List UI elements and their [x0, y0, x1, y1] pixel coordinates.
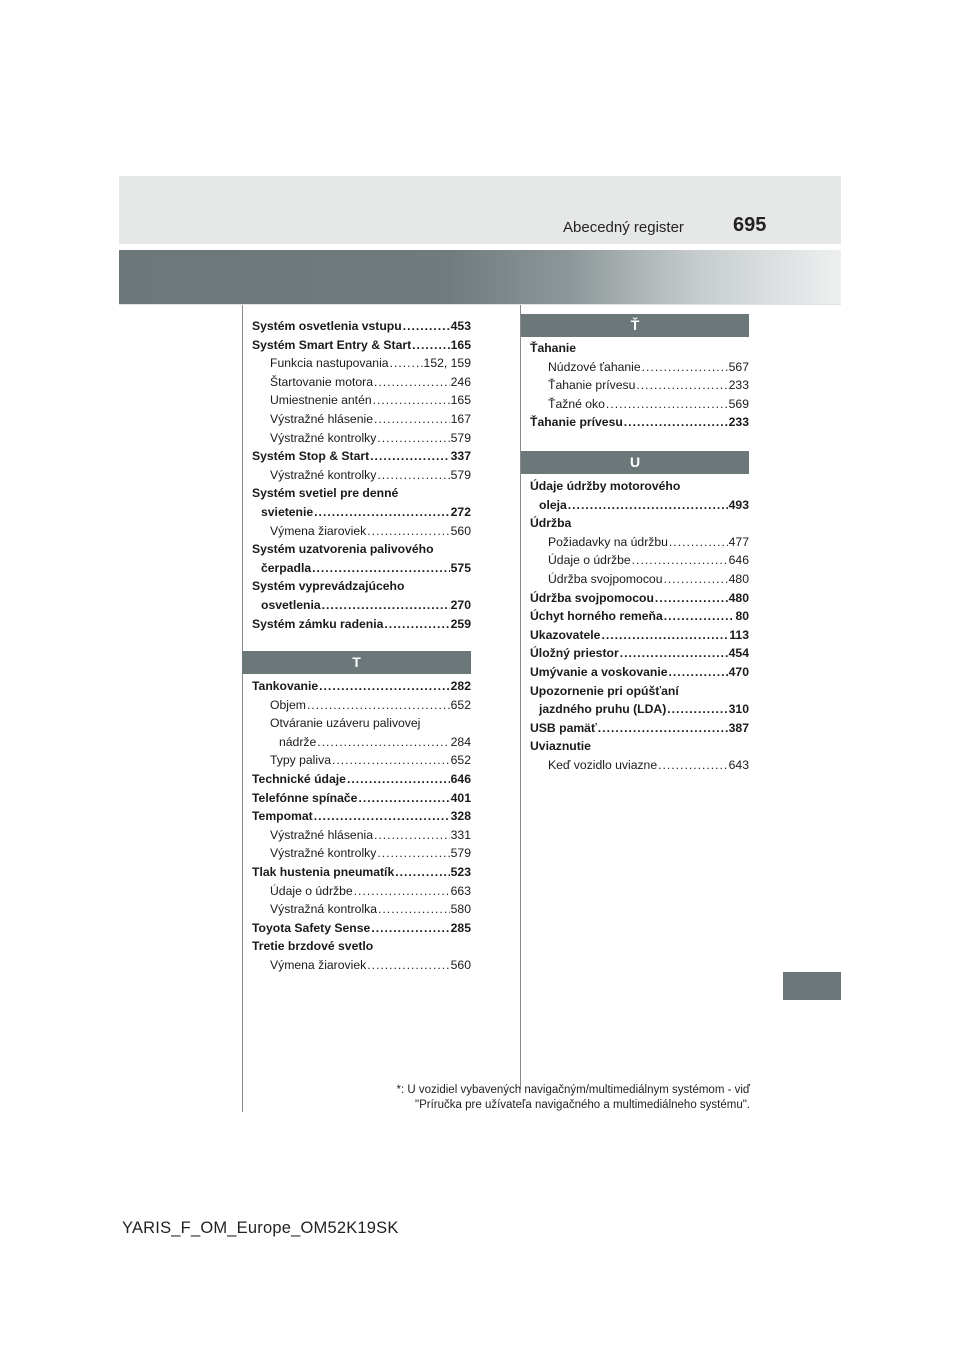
index-entry — [252, 484, 471, 503]
index-entry-leader — [669, 663, 728, 682]
index-entry — [530, 589, 749, 608]
index-entry-page: 165 — [450, 393, 471, 408]
index-entry-term: nádrže — [279, 734, 317, 749]
index-entry-page: 284 — [450, 734, 471, 749]
index-entry — [252, 919, 471, 938]
index-entry — [252, 863, 471, 882]
index-entry-term: Výstražné hlásenie — [270, 411, 373, 426]
index-entry-term: Tankovanie — [252, 679, 319, 693]
index-entry-leader — [395, 863, 449, 882]
index-entry-term: Výstražné kontrolky — [270, 430, 377, 445]
index-entry-page: 646 — [450, 771, 471, 786]
index-entry-leader — [598, 719, 728, 738]
index-entry-term: Požiadavky na údržbu — [548, 534, 668, 549]
index-entry — [252, 522, 471, 541]
index-entry — [252, 503, 471, 522]
index-entry-term: Systém osvetlenia vstupu — [252, 319, 402, 333]
index-entry-leader — [658, 756, 728, 775]
index-entry — [530, 376, 749, 395]
index-entry — [252, 714, 471, 733]
index-entry-page: 579 — [450, 846, 471, 861]
index-entry-term: Ťahanie prívesu — [548, 378, 636, 393]
index-entry-page: 569 — [728, 396, 749, 411]
index-entry-term: Keď vozidlo uviazne — [548, 757, 658, 772]
index-entry — [530, 626, 749, 645]
index-entry-term: Systém svetiel pre denné — [252, 486, 399, 501]
index-entry-leader — [412, 336, 449, 355]
chapter-tab — [783, 972, 841, 1000]
index-entry-page: 470 — [728, 664, 749, 679]
index-entry-term: Funkcia nastupovania — [270, 356, 389, 371]
index-entry-term: Tretie brzdové svetlo — [252, 939, 374, 954]
index-entry-page: 233 — [728, 378, 749, 393]
index-entry-leader — [377, 429, 449, 448]
index-entry-term: Údržba svojpomocou — [548, 571, 663, 586]
index-entry-term: Úchyt horného remeňa — [530, 609, 663, 624]
index-entry-term: Typy paliva — [270, 753, 331, 768]
index-entry-leader — [354, 882, 450, 901]
index-entry-page: 167 — [450, 411, 471, 426]
index-entry — [530, 477, 749, 496]
index-entry-leader — [636, 376, 727, 395]
index-entry-term: Tempomat — [252, 809, 313, 824]
index-entry — [530, 496, 749, 515]
index-list-left-top — [252, 317, 471, 633]
index-entry-term: Objem — [270, 697, 306, 712]
index-entry-term: Údaje údržby motorového — [530, 479, 681, 493]
index-entry — [252, 373, 471, 392]
index-entry — [252, 466, 471, 485]
index-entry — [530, 413, 749, 432]
index-entry-term: USB pamäť — [530, 720, 597, 735]
section-header-u: U — [521, 451, 749, 474]
index-entry — [252, 615, 471, 634]
index-entry — [252, 733, 471, 752]
index-entry-page: 480 — [728, 590, 749, 605]
index-entry-page: 272 — [450, 504, 471, 519]
middle-column-rule — [520, 305, 521, 1089]
index-entry-leader — [358, 789, 449, 808]
index-entry-term: Výstražné kontrolky — [270, 467, 377, 482]
index-entry-leader — [367, 522, 449, 541]
index-entry-term: oleja — [539, 497, 567, 512]
index-entry-page: 580 — [450, 902, 471, 917]
index-entry-term: Ťažné oko — [548, 396, 605, 411]
header-divider — [119, 304, 841, 305]
index-entry-term: Úložný priestor — [530, 646, 619, 661]
index-entry — [530, 663, 749, 682]
index-entry-term: Umývanie a voskovanie — [530, 664, 668, 679]
index-entry-term: svietenie — [261, 504, 314, 519]
index-entry-page: 233 — [728, 415, 749, 430]
index-entry-page: 259 — [450, 616, 471, 631]
left-column-rule — [242, 305, 243, 1112]
index-entry-page: 454 — [728, 646, 749, 661]
index-entry-leader — [314, 503, 449, 522]
index-entry — [252, 429, 471, 448]
index-entry-leader — [378, 900, 450, 919]
index-entry-term: Technické údaje — [252, 771, 346, 786]
index-entry-page: 80 — [735, 609, 749, 624]
index-entry — [252, 577, 471, 596]
index-entry-leader — [307, 696, 450, 715]
index-entry-leader — [568, 496, 728, 515]
index-list-right-u — [530, 477, 749, 775]
index-entry-leader — [377, 466, 449, 485]
index-entry-leader — [322, 596, 450, 615]
index-entry-leader — [370, 447, 449, 466]
index-entry — [530, 756, 749, 775]
section-header-t: T — [242, 651, 471, 674]
index-entry-page: 579 — [450, 467, 471, 482]
footnote — [397, 1083, 750, 1113]
index-entry — [252, 596, 471, 615]
index-entry — [252, 336, 471, 355]
index-entry — [530, 607, 749, 626]
index-entry — [252, 559, 471, 578]
index-entry-leader — [367, 956, 449, 975]
index-entry-term: Telefónne spínače — [252, 790, 358, 805]
index-entry-leader — [371, 919, 449, 938]
index-entry-page: 387 — [728, 720, 749, 735]
index-entry-term: Ukazovatele — [530, 627, 601, 642]
index-entry-term: Údržba svojpomocou — [530, 590, 654, 605]
index-entry-leader — [317, 733, 449, 752]
index-entry-page: 331 — [450, 827, 471, 842]
index-list-left-t — [252, 677, 471, 975]
index-entry-term: Umiestnenie antén — [270, 393, 372, 408]
page-title: Abecedný register — [563, 219, 684, 236]
index-entry — [530, 551, 749, 570]
index-entry-term: čerpadla — [261, 560, 312, 575]
index-entry-term: Údaje o údržbe — [548, 553, 631, 568]
index-entry-term: Systém Stop & Start — [252, 449, 370, 464]
index-entry-term: Ťahanie — [530, 341, 577, 355]
index-entry-leader — [601, 626, 728, 645]
index-entry — [252, 882, 471, 901]
index-entry — [252, 317, 471, 336]
index-entry-term: Toyota Safety Sense — [252, 920, 371, 935]
index-entry — [252, 789, 471, 808]
index-entry-leader — [663, 570, 727, 589]
index-entry-term: Štartovanie motora — [270, 374, 373, 389]
index-entry-page: 165 — [450, 337, 471, 352]
index-entry-term: Výstražné hlásenia — [270, 827, 373, 842]
index-entry — [252, 391, 471, 410]
index-entry-term: Tlak hustenia pneumatík — [252, 864, 395, 879]
index-entry-page: 663 — [450, 883, 471, 898]
footnote-line-2: "Príručka pre užívateľa navigačného a multimediálneho systému". — [415, 1099, 750, 1111]
index-entry-page: 453 — [450, 319, 471, 333]
index-entry-leader — [374, 373, 450, 392]
index-entry-term: Výmena žiaroviek — [270, 957, 367, 972]
index-entry-page: 113 — [729, 627, 749, 642]
page-number: 695 — [733, 214, 767, 236]
index-entry-term: Otváranie uzáveru palivovej — [270, 716, 421, 731]
index-entry — [252, 540, 471, 559]
index-entry-term: Výmena žiaroviek — [270, 523, 367, 538]
index-entry-term: Výstražná kontrolka — [270, 902, 378, 917]
index-entry-leader — [319, 677, 450, 696]
index-entry — [252, 900, 471, 919]
index-entry-page: 477 — [728, 534, 749, 549]
index-entry-term: Núdzové ťahanie — [548, 359, 641, 374]
index-entry-leader — [390, 354, 423, 373]
index-entry-page: 493 — [728, 497, 749, 512]
index-entry-leader — [669, 533, 728, 552]
index-entry-leader — [632, 551, 728, 570]
index-entry-page: 152, 159 — [423, 356, 471, 371]
index-entry — [530, 737, 749, 756]
index-entry — [252, 956, 471, 975]
index-entry — [252, 807, 471, 826]
index-entry-leader — [655, 589, 728, 608]
index-entry-term: Údržba — [530, 516, 572, 531]
index-entry-page: 523 — [450, 864, 471, 879]
index-entry — [530, 644, 749, 663]
index-entry-page: 246 — [450, 374, 471, 389]
index-entry-leader — [374, 826, 450, 845]
index-entry-page: 560 — [450, 523, 471, 538]
index-entry-leader — [403, 317, 450, 336]
index-entry — [252, 677, 471, 696]
index-entry-leader — [620, 644, 728, 663]
index-entry — [530, 719, 749, 738]
index-entry-leader — [642, 358, 728, 377]
index-entry-term: Údaje o údržbe — [270, 883, 353, 898]
index-entry-page: 285 — [450, 920, 471, 935]
footnote-line-1: *: U vozidiel vybavených navigačným/multimediálnym systémom - viď — [396, 1084, 750, 1096]
index-entry — [252, 844, 471, 863]
index-entry-leader — [377, 844, 449, 863]
index-entry — [530, 533, 749, 552]
index-entry — [252, 696, 471, 715]
section-header-tcaron: Ť — [521, 314, 749, 337]
index-entry-leader — [606, 395, 728, 414]
index-entry-leader — [373, 391, 450, 410]
document-code: YARIS_F_OM_Europe_OM52K19SK — [122, 1219, 399, 1237]
index-entry-leader — [667, 700, 727, 719]
index-entry — [252, 447, 471, 466]
index-entry-leader — [347, 770, 450, 789]
index-entry-leader — [664, 607, 735, 626]
index-entry — [252, 354, 471, 373]
index-entry — [530, 514, 749, 533]
index-list-right-tcaron — [530, 339, 749, 432]
index-entry-leader — [314, 807, 450, 826]
index-entry-term: Ťahanie prívesu — [530, 415, 623, 430]
index-entry — [252, 770, 471, 789]
index-entry-page: 646 — [728, 553, 749, 568]
index-entry-page: 270 — [450, 597, 471, 612]
index-entry — [252, 410, 471, 429]
index-entry-term: osvetlenia — [261, 597, 321, 612]
index-entry-term: Systém vyprevádzajúceho — [252, 579, 405, 594]
index-entry-page: 401 — [450, 790, 471, 805]
index-entry-page: 310 — [728, 702, 749, 717]
index-entry — [252, 826, 471, 845]
index-entry-term: Systém Smart Entry & Start — [252, 337, 412, 352]
index-entry-term: jazdného pruhu (LDA) — [539, 702, 667, 717]
index-entry — [530, 570, 749, 589]
index-entry-page: 652 — [450, 753, 471, 768]
index-entry-page: 579 — [450, 430, 471, 445]
index-entry-page: 567 — [728, 359, 749, 374]
index-entry-leader — [374, 410, 450, 429]
index-entry-page: 652 — [450, 697, 471, 712]
index-entry-term: Uviaznutie — [530, 739, 591, 754]
index-entry-page: 337 — [450, 449, 471, 464]
index-entry — [252, 937, 471, 956]
index-entry-leader — [312, 559, 450, 578]
index-entry-term: Upozornenie pri opúšťaní — [530, 683, 679, 698]
index-entry-page: 328 — [450, 809, 471, 824]
index-entry-page: 480 — [728, 571, 749, 586]
index-entry — [530, 682, 749, 701]
index-entry-page: 560 — [450, 957, 471, 972]
index-entry-leader — [624, 413, 728, 432]
index-entry — [252, 751, 471, 770]
index-entry-page: 575 — [450, 560, 471, 575]
index-entry — [530, 358, 749, 377]
index-entry-page: 282 — [450, 679, 471, 693]
index-entry-leader — [384, 615, 449, 634]
index-entry-term: Výstražné kontrolky — [270, 846, 377, 861]
index-entry — [530, 395, 749, 414]
header-band — [119, 250, 841, 304]
index-entry-term: Systém zámku radenia — [252, 616, 384, 631]
index-entry-leader — [332, 751, 450, 770]
index-entry — [530, 339, 749, 358]
index-entry-page: 643 — [728, 757, 749, 772]
index-entry — [530, 700, 749, 719]
index-entry-term: Systém uzatvorenia palivového — [252, 542, 434, 557]
